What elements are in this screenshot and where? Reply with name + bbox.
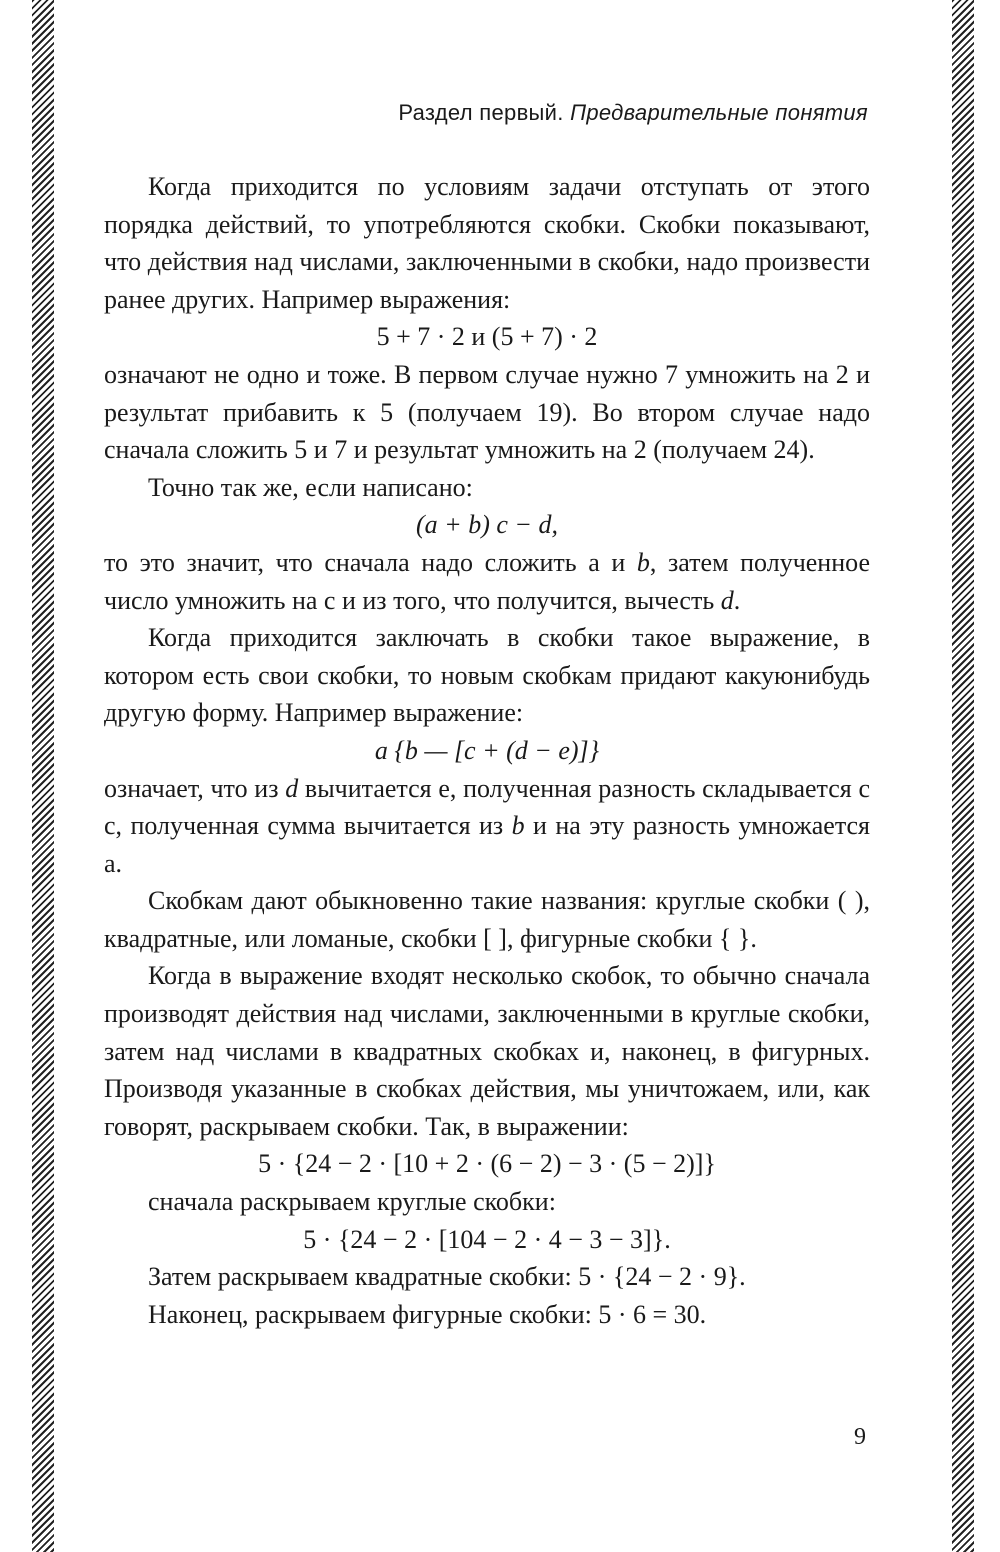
- paragraph-1: Когда приходится по условиям задачи отступать от этого порядка действий, то употребляются скобки. Скобки показывают, что действия над числами, заключенными в скобки, надо произвести ранее других. Например выражения:: [104, 172, 870, 314]
- formula-3: a {b — [c + (d − e)]}: [374, 735, 600, 765]
- page-number: 9: [854, 1424, 866, 1450]
- decorative-border-right: [952, 0, 974, 1552]
- paragraph-3: Точно так же, если написано:: [148, 472, 473, 502]
- var-b-2: b: [511, 811, 525, 841]
- header-title: Предварительные понятия: [570, 100, 868, 125]
- paragraph-6-part-1: означает, что из: [104, 773, 286, 803]
- formula-4: 5 · {24 − 2 · [10 + 2 · (6 − 2) − 3 · (5 − 2)]}: [258, 1149, 716, 1179]
- paragraph-11: Наконец, раскрываем фигурные скобки: 5 · 6 = 30.: [148, 1299, 707, 1329]
- var-d: d: [720, 585, 734, 615]
- paragraph-6-part-2: вычитается е, полученная разность складывается с с, полученная сумма вычитается из: [104, 773, 870, 841]
- decorative-border-left: [32, 0, 54, 1552]
- paragraph-6-part-3: и на эту разность умножается а.: [104, 811, 871, 878]
- header-section: Раздел первый.: [398, 100, 564, 125]
- formula-2: (a + b) c − d,: [416, 510, 558, 540]
- var-b: b: [636, 547, 650, 577]
- formula-5: 5 · {24 − 2 · [104 − 2 · 4 − 3 − 3]}.: [303, 1224, 671, 1254]
- paragraph-4-part-2: , затем полученное число умножить на с и из того, что получится, вычесть: [104, 547, 870, 615]
- formula-1: 5 + 7 · 2 и (5 + 7) · 2: [376, 322, 598, 352]
- running-header: [398, 100, 868, 126]
- page-body: [104, 168, 870, 1333]
- paragraph-6: [104, 770, 870, 883]
- paragraph-2: означают не одно и тоже. В первом случае нужно 7 умножить на 2 и результат прибавить к 5 (получаем 19). Во втором случае надо сначала сложить 5 и 7 и результат умножить на 2 (получаем 24).: [104, 359, 870, 465]
- paragraph-5: Когда приходится заключать в скобки такое выражение, в котором есть свои скобки, то новым скобкам придают какуюнибудь другую форму. Например выражение:: [104, 623, 870, 728]
- paragraph-4: [104, 544, 870, 619]
- paragraph-8: Когда в выражение входят несколько скобок, то обычно сначала производят действия над числами, заключенными в круглые скобки, затем над числами в квадратных скобках и, наконец, в фигурных. Производя указанные в скобках действия, мы уничтожаем, или, как говорят, раскрываем скобки. Так, в выражении:: [104, 961, 870, 1141]
- paragraph-9: сначала раскрываем круглые скобки:: [148, 1187, 556, 1217]
- paragraph-7: Скобкам дают обыкновенно такие названия: круглые скобки ( ), квадратные, или ломаные, скобки [ ], фигурные скобки { }.: [104, 886, 870, 953]
- paragraph-4-part-3: .: [733, 585, 741, 615]
- paragraph-10: Затем раскрываем квадратные скобки: 5 · {24 − 2 · 9}.: [148, 1262, 746, 1292]
- var-d-2: d: [285, 773, 299, 803]
- paragraph-4-part-1: то это значит, что сначала надо сложить а и: [104, 547, 637, 577]
